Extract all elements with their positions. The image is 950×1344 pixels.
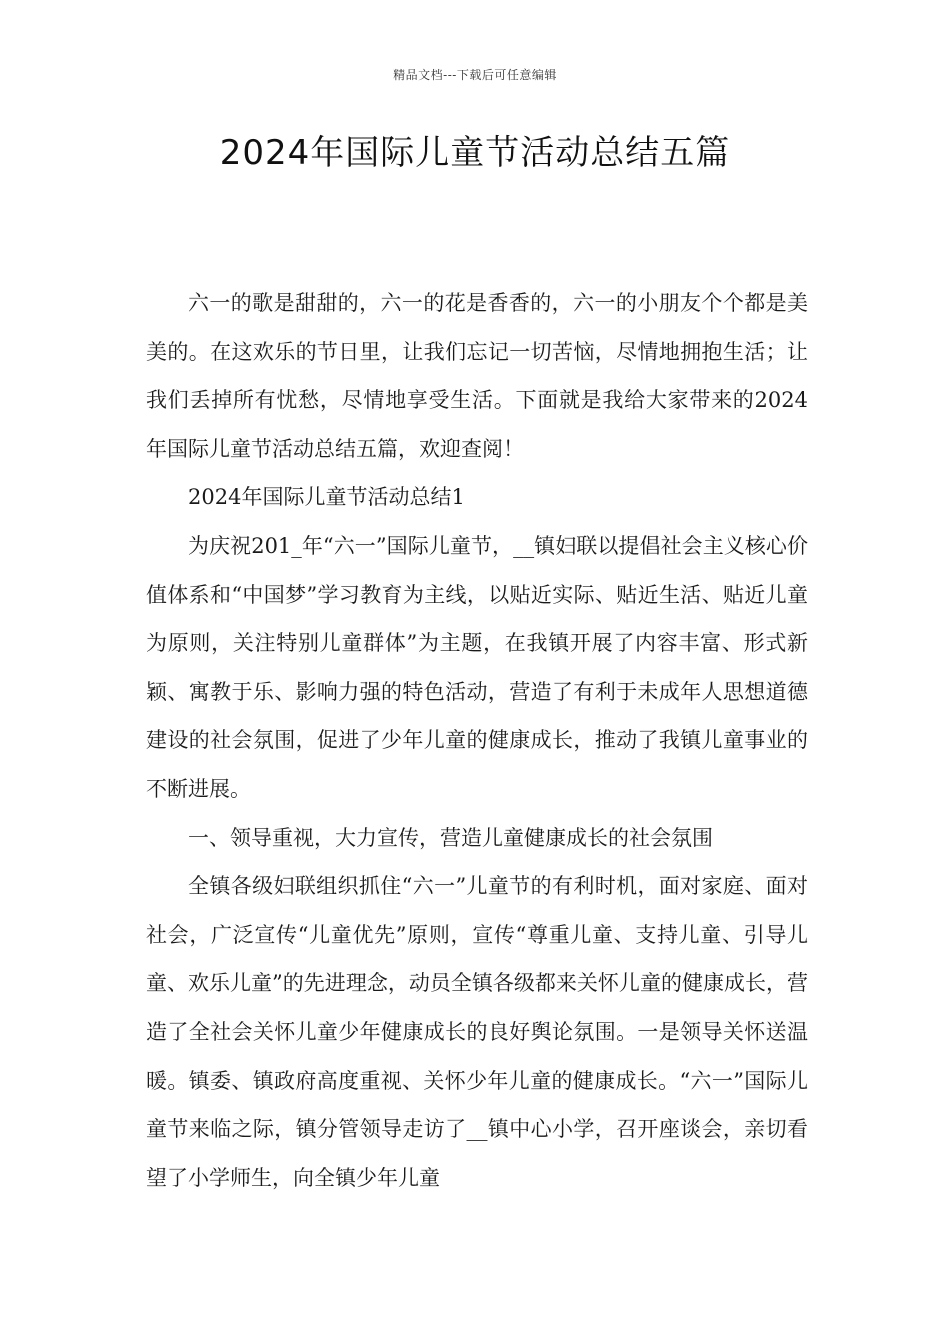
body-paragraph: 为庆祝201_年“六一”国际儿童节，__镇妇联以提倡社会主义核心价值体系和“中国梦”学习教育为主线，以贴近实际、贴近生活、贴近儿童为原则，关注特别儿童群体”为主题，在我镇开展了内容丰富、形式新颖、寓教于乐、影响力强的特色活动，营造了有利于未成年人思想道德建设的社会氛围，促进了少年儿童的健康成长，推动了我镇儿童事业的不断进展。 xyxy=(146,533,808,801)
header-note: 精品文档---下载后可任意编辑 xyxy=(393,68,557,82)
intro-paragraph: 六一的歌是甜甜的，六一的花是香香的，六一的小朋友个个都是美美的。在这欢乐的节日里，让我们忘记一切苦恼，尽情地拥抱生活；让我们丢掉所有忧愁，尽情地享受生活。下面就是我给大家带来的2024年国际儿童节活动总结五篇，欢迎查阅！ xyxy=(146,291,808,461)
document-body xyxy=(146,279,808,1202)
section-heading-1: 2024年国际儿童节活动总结1 xyxy=(188,485,465,510)
body-paragraph: 全镇各级妇联组织抓住“六一”儿童节的有利时机，面对家庭、面对社会，广泛宣传“儿童优先”原则，宣传“尊重儿童、支持儿童、引导儿童、欢乐儿童”的先进理念，动员全镇各级都来关怀儿童的健康成长，营造了全社会关怀儿童少年健康成长的良好舆论氛围。一是领导关怀送温暖。镇委、镇政府高度重视、关怀少年儿童的健康成长。“六一”国际儿童节来临之际，镇分管领导走访了__镇中心小学，召开座谈会，亲切看望了小学师生，向全镇少年儿童 xyxy=(146,874,808,1190)
subsection-heading: 一、领导重视，大力宣传，营造儿童健康成长的社会氛围 xyxy=(188,825,713,850)
document-title: 2024年国际儿童节活动总结五篇 xyxy=(219,133,731,173)
